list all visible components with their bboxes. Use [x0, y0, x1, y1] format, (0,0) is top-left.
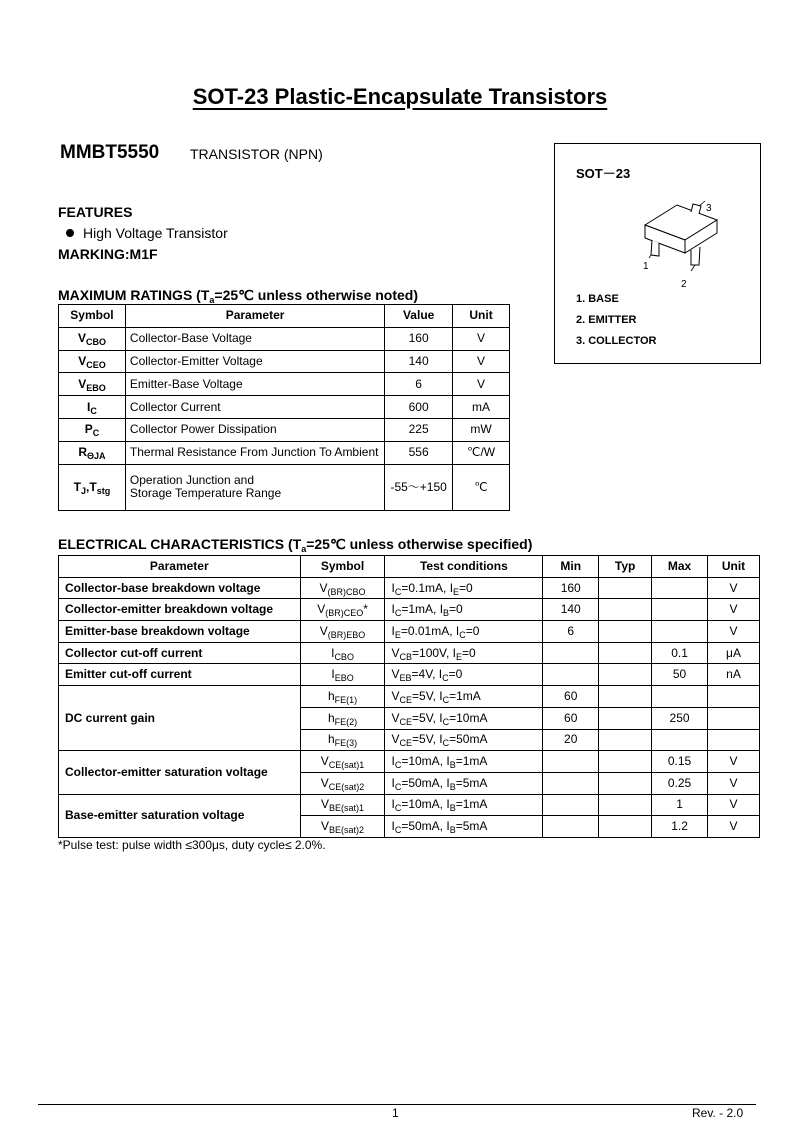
table-row — [59, 664, 760, 686]
symbol-cell — [300, 772, 385, 794]
symbol: V — [320, 754, 329, 769]
condition-symbol: I — [452, 645, 456, 660]
unit-cell: V — [708, 794, 760, 816]
condition-value: =0 — [465, 623, 480, 638]
symbol-cell — [59, 441, 126, 464]
condition-symbol: I — [455, 623, 460, 638]
symbol-subscript: CBO — [334, 651, 354, 662]
typ-cell — [599, 707, 652, 729]
unit-cell — [708, 686, 760, 708]
condition-subscript: C — [442, 738, 450, 749]
bullet-icon — [66, 229, 74, 237]
symbol-subscript: EBO — [86, 382, 106, 393]
typ-cell — [599, 577, 652, 599]
package-title: SOT－23 — [576, 166, 631, 181]
condition-symbol: V — [391, 667, 400, 682]
min-cell: 160 — [543, 577, 599, 599]
min-cell — [543, 664, 599, 686]
sot23-package-icon — [625, 195, 735, 295]
typ-cell — [599, 642, 652, 664]
test-conditions-cell — [385, 686, 543, 708]
col-header: Test conditions — [385, 556, 543, 578]
symbol-cell — [59, 350, 126, 373]
symbol-cell — [59, 327, 126, 350]
test-conditions-cell — [385, 599, 543, 621]
symbol-cell — [59, 396, 126, 419]
min-cell — [543, 751, 599, 773]
max-cell — [652, 577, 708, 599]
page-title: SOT-23 Plastic-Encapsulate Transistors — [192, 84, 608, 109]
max-cell: 0.15 — [652, 751, 708, 773]
revision: Rev. - 2.0 — [692, 1106, 744, 1120]
col-header: Parameter — [59, 556, 301, 578]
table-row — [59, 577, 760, 599]
value-cell: -55～+150 — [385, 464, 453, 510]
unit-cell: nA — [708, 664, 760, 686]
symbol: V — [320, 775, 329, 790]
condition-subscript: E — [394, 629, 401, 640]
table-row — [59, 621, 760, 643]
max-ratings-table — [58, 304, 510, 511]
table-row — [59, 418, 510, 441]
condition-value: =5V, — [412, 710, 440, 725]
condition-symbol: I — [438, 667, 443, 682]
unit-cell: mW — [453, 418, 510, 441]
condition-subscript: B — [449, 825, 456, 836]
symbol-subscript: CBO — [85, 337, 106, 348]
separator: , — [86, 479, 90, 494]
symbol-subscript: FE(2) — [334, 716, 358, 727]
condition-symbol: I — [439, 688, 443, 703]
symbol-subscript: EBO — [334, 673, 354, 684]
condition-symbol: I — [439, 710, 443, 725]
min-cell — [543, 816, 599, 838]
condition-symbol: I — [391, 775, 395, 790]
condition-value: =1mA — [455, 754, 488, 769]
condition-symbol: I — [391, 602, 395, 617]
condition-symbol: V — [391, 710, 400, 725]
parameter-cell: Collector-Emitter Voltage — [125, 350, 384, 373]
col-header: Typ — [599, 556, 652, 578]
symbol-cell — [300, 686, 385, 708]
max-cell: 0.1 — [652, 642, 708, 664]
value-cell: 140 — [385, 350, 453, 373]
typ-cell — [599, 751, 652, 773]
symbol-cell — [59, 464, 126, 510]
symbol-subscript: CEO — [86, 359, 106, 370]
symbol-subscript: CE(sat)1 — [328, 760, 365, 771]
unit-cell: V — [708, 751, 760, 773]
min-cell: 140 — [543, 599, 599, 621]
condition-symbol: I — [391, 754, 395, 769]
condition-value: =1mA — [449, 688, 481, 703]
test-conditions-cell — [385, 621, 543, 643]
condition-subscript: C — [394, 825, 402, 836]
condition-subscript: E — [453, 586, 460, 597]
table-row — [59, 686, 760, 708]
symbol-cell — [300, 794, 385, 816]
condition-subscript: B — [443, 608, 450, 619]
symbol-subscript: C — [90, 405, 97, 416]
min-cell: 60 — [543, 686, 599, 708]
min-cell — [543, 794, 599, 816]
symbol-subscript: (BR)CBO — [327, 586, 366, 597]
parameter-cell: Collector-base breakdown voltage — [59, 577, 301, 599]
col-header: Value — [385, 305, 453, 328]
unit-cell: V — [708, 621, 760, 643]
condition-symbol: I — [446, 775, 450, 790]
condition-value: =0.01mA, — [400, 623, 456, 638]
unit-cell: ℃/W — [453, 441, 510, 464]
condition-value: =10mA, — [401, 797, 447, 812]
condition-symbol: I — [391, 819, 395, 834]
symbol-cell — [300, 707, 385, 729]
parameter-cell — [125, 464, 384, 510]
symbol: I — [331, 667, 335, 682]
typ-cell — [599, 621, 652, 643]
condition-symbol: I — [391, 580, 395, 595]
unit-cell — [708, 729, 760, 751]
condition-subscript: C — [442, 673, 449, 684]
symbol: h — [327, 688, 335, 703]
parameter-cell: Emitter-Base Voltage — [125, 373, 384, 396]
parameter-cell: Collector Power Dissipation — [125, 418, 384, 441]
condition-subscript: E — [455, 651, 462, 662]
condition-symbol: V — [391, 645, 400, 660]
parameter-cell: Collector-Base Voltage — [125, 327, 384, 350]
test-conditions-cell — [385, 707, 543, 729]
symbol-subscript: BE(sat)1 — [329, 803, 365, 814]
unit-cell: V — [453, 350, 510, 373]
symbol: I — [87, 399, 91, 414]
symbol: V — [321, 819, 330, 834]
condition-subscript: C — [442, 716, 450, 727]
parameter-cell: Emitter-base breakdown voltage — [59, 621, 301, 643]
symbol-cell — [300, 816, 385, 838]
test-conditions-cell — [385, 772, 543, 794]
symbol-subscript: BE(sat)2 — [329, 825, 365, 836]
test-conditions-cell — [385, 794, 543, 816]
value-cell: 6 — [385, 373, 453, 396]
pin-number: 2 — [681, 279, 687, 290]
typ-cell — [599, 816, 652, 838]
parameter-line: Operation Junction and — [129, 473, 254, 488]
condition-subscript: C — [394, 586, 402, 597]
condition-subscript: C — [394, 760, 402, 771]
symbol-cell — [300, 642, 385, 664]
pin-label-collector: 3. COLLECTOR — [576, 335, 657, 347]
table-header-row — [59, 556, 760, 578]
symbol-superscript: * — [363, 602, 368, 617]
pulse-test-note: *Pulse test: pulse width ≤300μs, duty cycle≤ 2.0%. — [58, 838, 326, 852]
typ-cell — [599, 599, 652, 621]
min-cell — [543, 642, 599, 664]
electrical-heading: ELECTRICAL CHARACTERISTICS ($T_a=25℃$ unless otherwise specified) — [58, 536, 533, 554]
symbol-subscript: J — [81, 485, 87, 496]
pin-number: 1 — [643, 261, 649, 272]
min-cell: 20 — [543, 729, 599, 751]
min-cell: 60 — [543, 707, 599, 729]
unit-cell: ℃ — [453, 464, 510, 510]
pin-label-base: 1. BASE — [576, 293, 619, 305]
condition-symbol: I — [446, 819, 450, 834]
col-header: Symbol — [300, 556, 385, 578]
value-cell: 225 — [385, 418, 453, 441]
symbol: R — [78, 445, 88, 460]
max-cell: 50 — [652, 664, 708, 686]
symbol-subscript: C — [92, 428, 100, 439]
value-cell: 556 — [385, 441, 453, 464]
condition-subscript: B — [449, 803, 456, 814]
typ-cell — [599, 772, 652, 794]
unit-cell: V — [708, 577, 760, 599]
table-row — [59, 350, 510, 373]
parameter-cell: Collector cut-off current — [59, 642, 301, 664]
condition-value: =50mA, — [401, 819, 447, 834]
max-cell: 0.25 — [652, 772, 708, 794]
symbol: V — [321, 797, 330, 812]
max-cell: 1 — [652, 794, 708, 816]
condition-subscript: C — [394, 803, 402, 814]
symbol-subscript: ΘJA — [87, 451, 106, 462]
symbol: V — [317, 602, 326, 617]
max-ratings-body — [59, 327, 510, 510]
condition-subscript: CE — [399, 738, 413, 749]
condition-subscript: C — [459, 629, 466, 640]
symbol-cell — [300, 729, 385, 751]
typ-cell — [599, 729, 652, 751]
col-header: Max — [652, 556, 708, 578]
condition-subscript: C — [442, 694, 450, 705]
condition-value: =5mA — [455, 775, 488, 790]
symbol: P — [84, 422, 93, 437]
condition-symbol: I — [391, 623, 395, 638]
test-conditions-cell — [385, 577, 543, 599]
electrical-body — [59, 577, 760, 837]
symbol: h — [327, 710, 335, 725]
symbol: V — [77, 331, 86, 346]
condition-value: =4V, — [411, 667, 439, 682]
symbol: T — [73, 479, 82, 494]
unit-cell: V — [708, 772, 760, 794]
symbol: h — [327, 732, 335, 747]
parameter-cell: Emitter cut-off current — [59, 664, 301, 686]
unit-cell: mA — [453, 396, 510, 419]
symbol-subscript: stg — [96, 485, 111, 496]
part-type: TRANSISTOR (NPN) — [190, 146, 323, 162]
condition-value: =0 — [459, 580, 473, 595]
symbol-subscript: (BR)EBO — [327, 629, 366, 640]
features-heading: FEATURES — [58, 204, 133, 220]
part-number: MMBT5550 — [60, 142, 160, 163]
table-row — [59, 373, 510, 396]
page-number: 1 — [392, 1106, 399, 1120]
table-row — [59, 642, 760, 664]
symbol-cell — [59, 373, 126, 396]
feature-item: High Voltage Transistor — [66, 225, 228, 241]
symbol-subscript: CE(sat)2 — [328, 781, 365, 792]
col-header: Unit — [453, 305, 510, 328]
parameter-line: Storage Temperature Range — [129, 486, 282, 501]
unit-cell: μA — [708, 642, 760, 664]
max-ratings-heading: MAXIMUM RATINGS ($T_a=25℃$ unless otherwise noted) — [58, 287, 419, 305]
condition-subscript: CE — [399, 694, 413, 705]
condition-symbol: I — [439, 732, 443, 747]
parameter-cell: Base-emitter saturation voltage — [59, 794, 301, 837]
pin-number: 3 — [706, 203, 712, 214]
condition-subscript: CB — [399, 651, 413, 662]
max-cell — [652, 729, 708, 751]
symbol-subscript: FE(3) — [334, 738, 358, 749]
condition-subscript: C — [394, 781, 402, 792]
table-row — [59, 794, 760, 816]
condition-value: =0 — [449, 602, 463, 617]
symbol: V — [78, 376, 87, 391]
condition-value: =5V, — [412, 732, 440, 747]
test-conditions-cell — [385, 751, 543, 773]
min-cell: 6 — [543, 621, 599, 643]
table-row — [59, 441, 510, 464]
table-row — [59, 464, 510, 510]
table-row — [59, 599, 760, 621]
table-header-row — [59, 305, 510, 328]
symbol-subscript: (BR)CEO — [325, 608, 364, 619]
condition-value: =0 — [448, 667, 463, 682]
col-header: Min — [543, 556, 599, 578]
unit-cell: V — [708, 816, 760, 838]
typ-cell — [599, 686, 652, 708]
table-row — [59, 327, 510, 350]
condition-value: =50mA, — [401, 775, 447, 790]
symbol-cell — [300, 577, 385, 599]
parameter-cell: Collector-emitter breakdown voltage — [59, 599, 301, 621]
typ-cell — [599, 664, 652, 686]
unit-cell: V — [453, 373, 510, 396]
condition-symbol: I — [449, 580, 454, 595]
parameter-cell: Collector-emitter saturation voltage — [59, 751, 301, 794]
condition-symbol: V — [391, 688, 400, 703]
parameter-cell: Thermal Resistance From Junction To Ambient — [125, 441, 384, 464]
footer-divider — [38, 1104, 756, 1105]
condition-symbol: I — [446, 797, 450, 812]
parameter-cell: Collector Current — [125, 396, 384, 419]
condition-subscript: C — [394, 608, 402, 619]
symbol-cell — [300, 599, 385, 621]
pin-label-emitter: 2. EMITTER — [576, 314, 637, 326]
col-header: Parameter — [125, 305, 384, 328]
symbol-cell — [300, 751, 385, 773]
condition-subscript: EB — [399, 673, 412, 684]
symbol-cell — [300, 664, 385, 686]
condition-value: =5V, — [412, 688, 440, 703]
symbol-cell — [59, 418, 126, 441]
max-cell: 250 — [652, 707, 708, 729]
symbol: V — [78, 353, 87, 368]
test-conditions-cell — [385, 816, 543, 838]
marking-code: MARKING:M1F — [58, 246, 158, 262]
condition-subscript: B — [449, 781, 456, 792]
condition-value: =5mA — [455, 819, 488, 834]
condition-value: =0 — [461, 645, 476, 660]
condition-value: =1mA — [455, 797, 488, 812]
symbol-cell — [300, 621, 385, 643]
test-conditions-cell — [385, 642, 543, 664]
test-conditions-cell — [385, 664, 543, 686]
condition-symbol: V — [391, 732, 400, 747]
max-cell — [652, 686, 708, 708]
table-row — [59, 396, 510, 419]
condition-value: =100V, — [412, 645, 453, 660]
value-cell: 600 — [385, 396, 453, 419]
col-header: Symbol — [59, 305, 126, 328]
symbol: V — [319, 623, 328, 638]
condition-value: =50mA — [449, 732, 488, 747]
max-cell — [652, 599, 708, 621]
test-conditions-cell — [385, 729, 543, 751]
condition-symbol: I — [391, 797, 395, 812]
symbol: T — [89, 479, 97, 494]
unit-cell: V — [453, 327, 510, 350]
unit-cell — [708, 707, 760, 729]
value-cell: 160 — [385, 327, 453, 350]
table-row — [59, 751, 760, 773]
symbol: I — [331, 645, 335, 660]
typ-cell — [599, 794, 652, 816]
max-cell: 1.2 — [652, 816, 708, 838]
condition-symbol: I — [439, 602, 444, 617]
condition-symbol: I — [446, 754, 450, 769]
condition-value: =10mA, — [401, 754, 447, 769]
symbol: V — [319, 580, 328, 595]
condition-value: =0.1mA, — [401, 580, 450, 595]
min-cell — [543, 772, 599, 794]
parameter-cell: DC current gain — [59, 686, 301, 751]
max-cell — [652, 621, 708, 643]
condition-subscript: CE — [399, 716, 413, 727]
electrical-table — [58, 555, 760, 838]
symbol-subscript: FE(1) — [334, 694, 358, 705]
condition-value: =10mA — [449, 710, 488, 725]
unit-cell: V — [708, 599, 760, 621]
condition-subscript: B — [449, 760, 456, 771]
col-header: Unit — [708, 556, 760, 578]
condition-value: =1mA, — [401, 602, 440, 617]
